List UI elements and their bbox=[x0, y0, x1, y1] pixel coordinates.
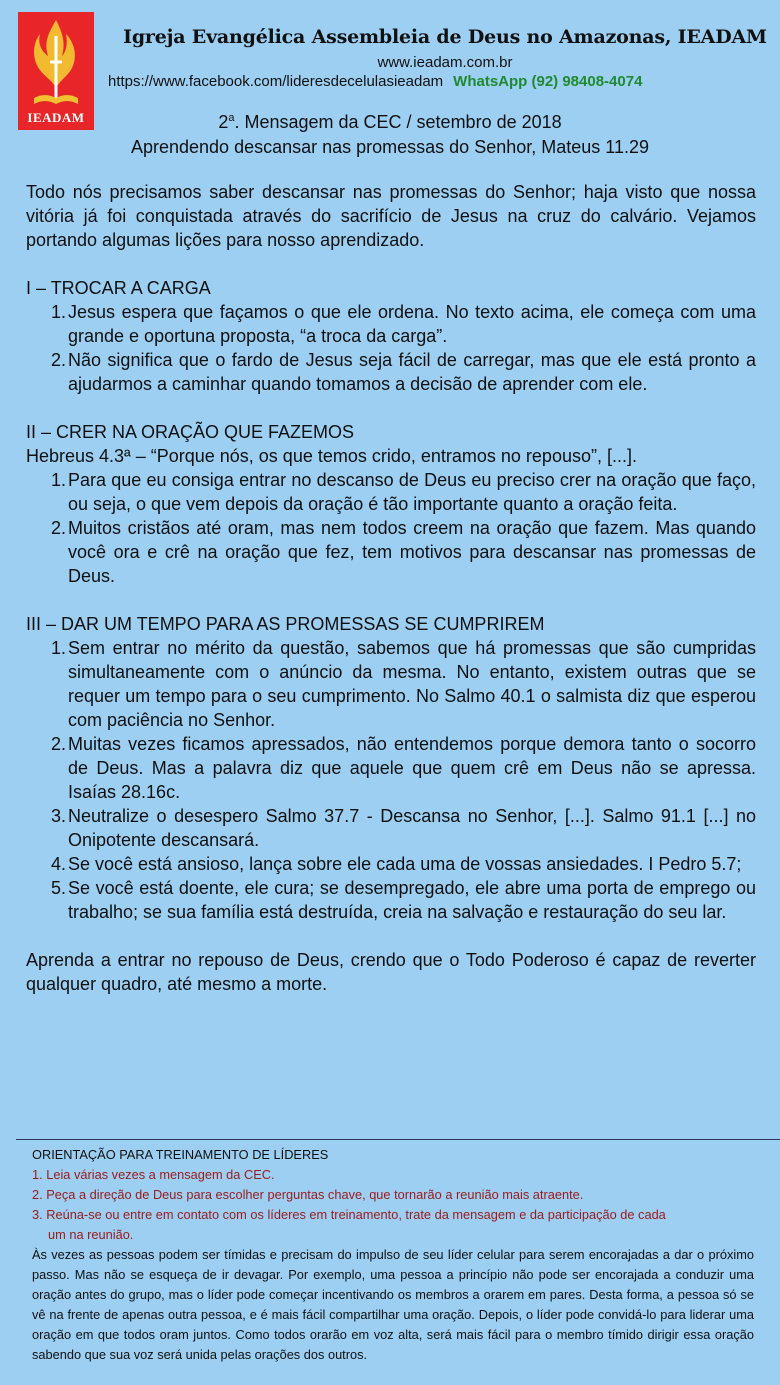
flame-logo-icon bbox=[18, 12, 94, 112]
list-item: 4. Se você está ansioso, lança sobre ele cada uma de vossas ansiedades. I Pedro 5.7; bbox=[50, 854, 742, 874]
website-link[interactable]: www.ieadam.com.br bbox=[377, 54, 513, 71]
list-item: 3. Neutralize o desespero Salmo 37.7 - Descansa no Senhor, [...]. Salmo 91.1 [...] no Onipotente descansará. bbox=[50, 806, 756, 850]
list-item: 2. Muitos cristãos até oram, mas nem todos creem na oração que fazem. Mas quando você ora e crê na oração que fez, tem motivos para descansar nas promessas de Deus. bbox=[50, 518, 756, 586]
footer-title: ORIENTAÇÃO PARA TREINAMENTO DE LÍDERES bbox=[32, 1147, 329, 1162]
list-item: 5. Se você está doente, ele cura; se desempregado, ele abre uma porta de emprego ou trabalho; se sua família está destruída, creia na salvação e restauração do seu lar. bbox=[50, 878, 756, 922]
footer-paragraph: Às vezes as pessoas podem ser tímidas e precisam do impulso de seu líder celular para serem encorajadas a dar o próximo passo. Mas não se esqueça de ir devagar. Por exemplo, uma pessoa a princípio não pode ser encorajada a conduzir uma oração antes do grupo, mas o líder pode começar incentivando os membros a orarem em pares. Desta forma, a pessoa só se vê na frente de apenas outra pessoa, e é mais fácil compartilhar uma oração. Depois, o líder pode convidá-lo para liderar uma oração em que todos oram juntos. Como todos orarão em voz alta, será mais fácil para o membro tímido dirigir essa oração sabendo que sua voz será unida pelas orações dos outros. bbox=[32, 1247, 754, 1362]
section-title-3: III – DAR UM TEMPO PARA AS PROMESSAS SE CUMPRIREM bbox=[26, 614, 545, 634]
social-line bbox=[108, 73, 642, 90]
list-item: 1. Leia várias vezes a mensagem da CEC. bbox=[32, 1167, 275, 1182]
section-title-2: II – CRER NA ORAÇÃO QUE FAZEMOS bbox=[26, 422, 355, 442]
bible-verse: Hebreus 4.3ª – “Porque nós, os que temos crido, entramos no repouso”, [...]. bbox=[26, 446, 637, 466]
list-item: 2. Muitas vezes ficamos apressados, não entendemos porque demora tanto o socorro de Deus. Mas a palavra diz que aquele que quem crê em Deus não se apressa. Isaías 28.16c. bbox=[50, 734, 756, 802]
section-1-list bbox=[26, 300, 756, 396]
list-item: 2. Peça a direção de Deus para escolher perguntas chave, que tornarão a reunião mais atraente. bbox=[32, 1187, 584, 1202]
message-body bbox=[26, 180, 756, 996]
leader-training-footer bbox=[32, 1145, 754, 1365]
facebook-link[interactable]: https://www.facebook.com/lideresdecelulasieadam bbox=[108, 73, 444, 90]
section-title-1: I – TROCAR A CARGA bbox=[26, 278, 211, 298]
whatsapp-contact[interactable]: WhatsApp (92) 98408-4074 bbox=[453, 73, 643, 90]
intro-paragraph: Todo nós precisamos saber descansar nas promessas do Senhor; haja visto que nossa vitória já foi conquistada através do sacrifício de Jesus na cruz do calvário. Vejamos portando algumas lições para nosso aprendizado. bbox=[26, 182, 756, 250]
list-item: 1. Para que eu consiga entrar no descanso de Deus eu preciso crer na oração que faço, ou seja, o que vem depois da oração é tão importante quanto a oração feita. bbox=[50, 470, 756, 514]
logo-text: IEADAM bbox=[27, 110, 85, 125]
section-3-list bbox=[26, 636, 756, 924]
footer-list bbox=[32, 1165, 754, 1245]
message-subtitle: Aprendendo descansar nas promessas do Senhor, Mateus 11.29 bbox=[130, 137, 649, 157]
footer-divider bbox=[16, 1139, 780, 1140]
message-number-line: 2$^a$. Mensagem da CEC / setembro de 2018 bbox=[218, 112, 562, 132]
section-2-list bbox=[26, 468, 756, 588]
list-item: 2. Não significa que o fardo de Jesus seja fácil de carregar, mas que ele está pronto a ajudarmos a caminhar quando tomamos a decisão de aprender com ele. bbox=[50, 350, 756, 394]
list-item: 3. Reúna-se ou entre em contato com os líderes em treinamento, trate da mensagem e da participação de cada um na reunião. bbox=[32, 1207, 666, 1242]
message-heading bbox=[0, 106, 780, 160]
list-item: 1. Sem entrar no mérito da questão, sabemos que há promessas que são cumpridas simultaneamente com o anúncio da mesma. No entanto, existem outras que se requer um tempo para o seu cumprimento. No Salmo 40.1 o salmista diz que esperou com paciência no Senhor. bbox=[50, 638, 756, 730]
church-title: Igreja Evangélica Assembleia de Deus no Amazonas, IEADAM bbox=[123, 26, 767, 48]
list-item: 1. Jesus espera que façamos o que ele ordena. No texto acima, ele começa com uma grande e oportuna proposta, “a troca da carga”. bbox=[50, 302, 756, 346]
closing-paragraph: Aprenda a entrar no repouso de Deus, crendo que o Todo Poderoso é capaz de reverter qualquer quadro, até mesmo a morte. bbox=[26, 950, 756, 994]
